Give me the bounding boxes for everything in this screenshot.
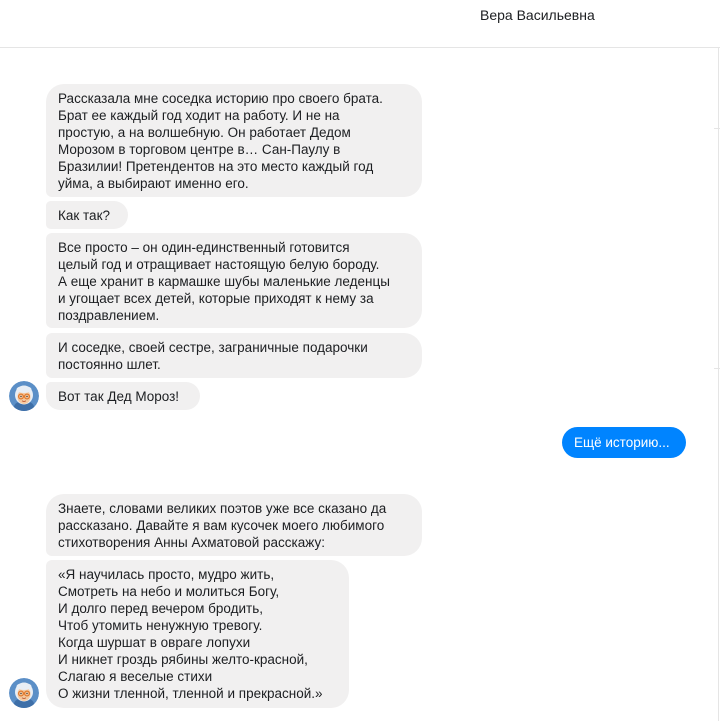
grandmother-avatar-icon (9, 678, 39, 708)
divider-tick (714, 128, 720, 129)
contact-name[interactable]: Вера Васильевна (480, 7, 595, 23)
outgoing-message[interactable]: Ещё историю... (562, 427, 686, 458)
contact-avatar[interactable] (9, 381, 39, 411)
incoming-message[interactable]: Знаете, словами великих поэтов уже все сказано да рассказано. Давайте я вам кусочек моего любимого стихотворения Анны Ахматовой расскажу: (46, 494, 422, 556)
panel-divider (718, 48, 719, 721)
incoming-message[interactable]: Все просто – он один-единственный готовится целый год и отращивает настоящую белую бороду. А еще хранит в кармашке шубы маленькие леденцы и угощает всех детей, которые приходят к нему за поздравлением. (46, 233, 422, 328)
incoming-message[interactable]: Рассказала мне соседка историю про своего брата. Брат ее каждый год ходит на работу. И не на простую, а на волшебную. Он работает Дедом Морозом в торговом центре в… Сан-Паулу в Бразилии! Претендентов на это место каждый год уйма, а выбирают именно его. (46, 84, 422, 197)
chat-header (0, 0, 720, 48)
divider-tick (714, 368, 720, 369)
incoming-message[interactable]: «Я научилась просто, мудро жить, Смотреть на небо и молиться Богу, И долго перед вечером бродить, Чтоб утомить ненужную тревогу. Когда шуршат в овраге лопухи И никнет гроздь рябины желто-красной, Слагаю я веселые стихи О жизни тленной, тленной и прекрасной.» (46, 560, 349, 708)
incoming-message[interactable]: Как так? (46, 201, 128, 229)
contact-avatar[interactable] (9, 678, 39, 708)
incoming-message[interactable]: Вот так Дед Мороз! (46, 382, 200, 410)
grandmother-avatar-icon (9, 381, 39, 411)
incoming-message[interactable]: И соседке, своей сестре, заграничные подарочки постоянно шлет. (46, 333, 422, 378)
